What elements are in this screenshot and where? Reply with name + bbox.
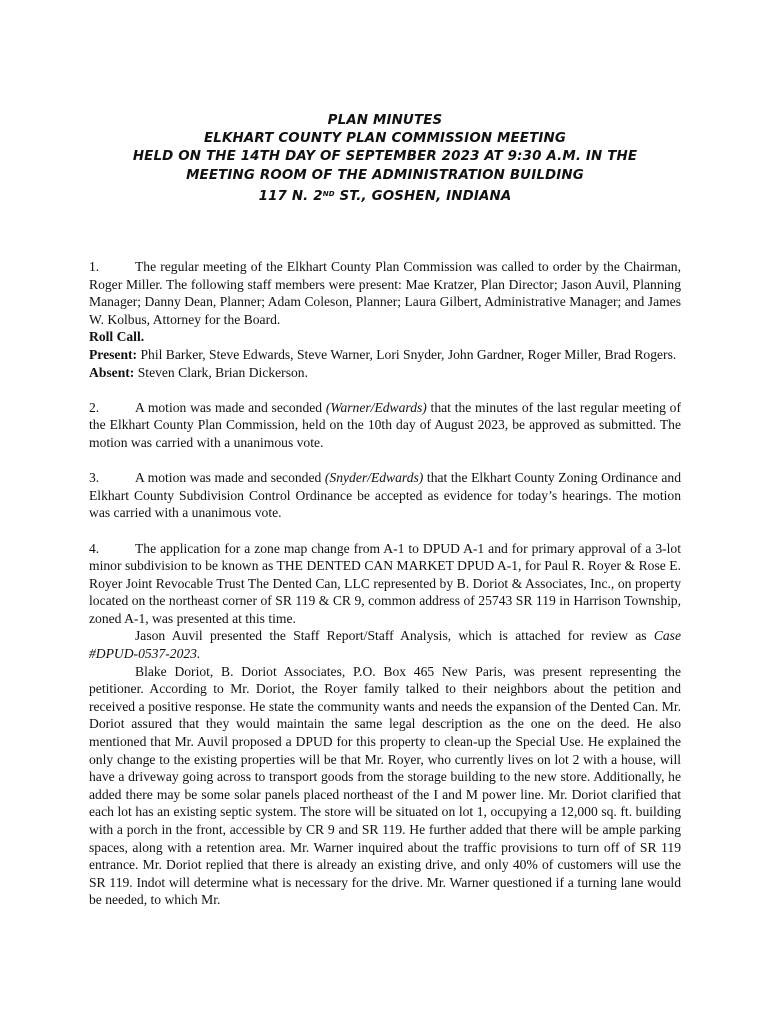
- item-2-movers: (Warner/Edwards): [325, 399, 427, 415]
- item-1-paragraph: [89, 258, 681, 328]
- item-3-text-end: that the Elkhart County Zoning Ordinance and Elkhart County Subdivision Control Ordinance be accepted as evidence for today’s hearings. The motion was carried with a unanimous vote.: [89, 470, 681, 521]
- testimony-text: Blake Doriot, B. Doriot Associates, P.O. Box 465 New Paris, was present representing the petitioner. According to Mr. Doriot, the Royer family talked to their neighbors about the petition and received a positive response. He state the community wants and needs the expansion of the Dented Can. Mr. Doriot assured that they would maintain the same legal description as the one on the deed. He also mentioned that Mr. Auvil proposed a DPUD for this property to clean-up the Special Use. He explained the only change to the existing properties will be that Mr. Royer, who currently lives on lot 2 with a house, will have a driveway going across to transport goods from the storage building to the new store. Additionally, he added there may be some solar panels placed northeast of the I and M power line. Mr. Doriot clarified that each lot has an existing septic system. The store will be situated on lot 1, occupying a 12,000 sq. ft. building with a porch in the front, accessible by CR 9 and SR 119. He further added that there will be ample parking spaces, along with a retention area. Mr. Warner inquired about the traffic provisions to turn off of SR 119 entrance. Mr. Doriot replied that there is already an existing drive, and only 40% of customers will use the SR 119. Indot will determine what is necessary for the drive. Mr. Warner questioned if a turning lane would be needed, to which Mr.: [89, 663, 681, 908]
- address-ordinal-suffix: ND: [322, 189, 335, 198]
- present-label: Present:: [89, 346, 138, 362]
- present-line: [89, 346, 681, 364]
- staff-report-text: Jason Auvil presented the Staff Report/Staff Analysis, which is attached for review as: [135, 628, 654, 644]
- absent-line: [89, 364, 681, 382]
- item-4-text: The application for a zone map change from A-1 to DPUD A-1 and for primary approval of a 3-lot minor subdivision to be known as THE DENTED CAN MARKET DPUD A-1, for Paul R. Royer & Rose E. Royer Joint Revocable Trust The Dented Can, LLC represented by B. Doriot & Associates, Inc., on property located on the northeast corner of SR 119 & CR 9, common address of 25743 SR 119 in Harrison Township, zoned A-1, was presented at this time.: [89, 540, 681, 626]
- item-2-paragraph: [89, 399, 681, 452]
- address-city: ST., GOSHEN, INDIANA: [334, 188, 512, 204]
- roll-call-heading: [89, 328, 681, 346]
- header-address-line: [60, 185, 710, 206]
- item-1-text: The regular meeting of the Elkhart County Plan Commission was called to order by the Chairman, Roger Miller. The following staff members were present: Mae Kratzer, Plan Director; Jason Auvil, Planning Manager; Danny Dean, Planner; Adam Coleson, Planner; Laura Gilbert, Administrative Manager; and James W. Kolbus, Attorney for the Board.: [89, 259, 681, 327]
- item-3-text-start: A motion was made and seconded: [135, 470, 325, 486]
- item-2-text-start: A motion was made and seconded: [135, 399, 326, 415]
- minutes-header: [60, 112, 710, 206]
- item-4-paragraph: [89, 540, 681, 628]
- item-4-number: 4.: [89, 540, 100, 556]
- present-members: Phil Barker, Steve Edwards, Steve Warner, Lori Snyder, John Gardner, Roger Miller, Brad Rogers.: [137, 346, 677, 362]
- header-date-line: HELD ON THE 14TH DAY OF SEPTEMBER 2023 AT 9:30 A.M. IN THE: [132, 149, 638, 165]
- item-3-number: 3.: [89, 470, 100, 486]
- item-2-text-end: that the minutes of the last regular meeting of the Elkhart County Plan Commission, held on the 10th day of August 2023, be approved as submitted. The motion was carried with a unanimous vote.: [89, 399, 681, 450]
- header-location-line: MEETING ROOM OF THE ADMINISTRATION BUILDING: [186, 167, 584, 183]
- item-1-number: 1.: [89, 259, 100, 274]
- item-3-movers: (Snyder/Edwards): [324, 470, 424, 486]
- header-title: PLAN MINUTES: [327, 113, 443, 128]
- item-3-paragraph: [89, 469, 681, 522]
- case-number: Case #DPUD-0537-2023.: [89, 628, 681, 662]
- absent-label: Absent:: [89, 364, 135, 380]
- staff-report-paragraph: [89, 627, 681, 662]
- roll-call-label: Roll Call.: [89, 329, 145, 345]
- testimony-paragraph: [89, 663, 681, 909]
- address-street-number: 117 N. 2: [258, 188, 323, 204]
- item-2-number: 2.: [89, 399, 100, 415]
- header-commission: ELKHART COUNTY PLAN COMMISSION MEETING: [203, 131, 566, 147]
- absent-members: Steven Clark, Brian Dickerson.: [134, 364, 308, 380]
- minutes-body: [89, 258, 681, 909]
